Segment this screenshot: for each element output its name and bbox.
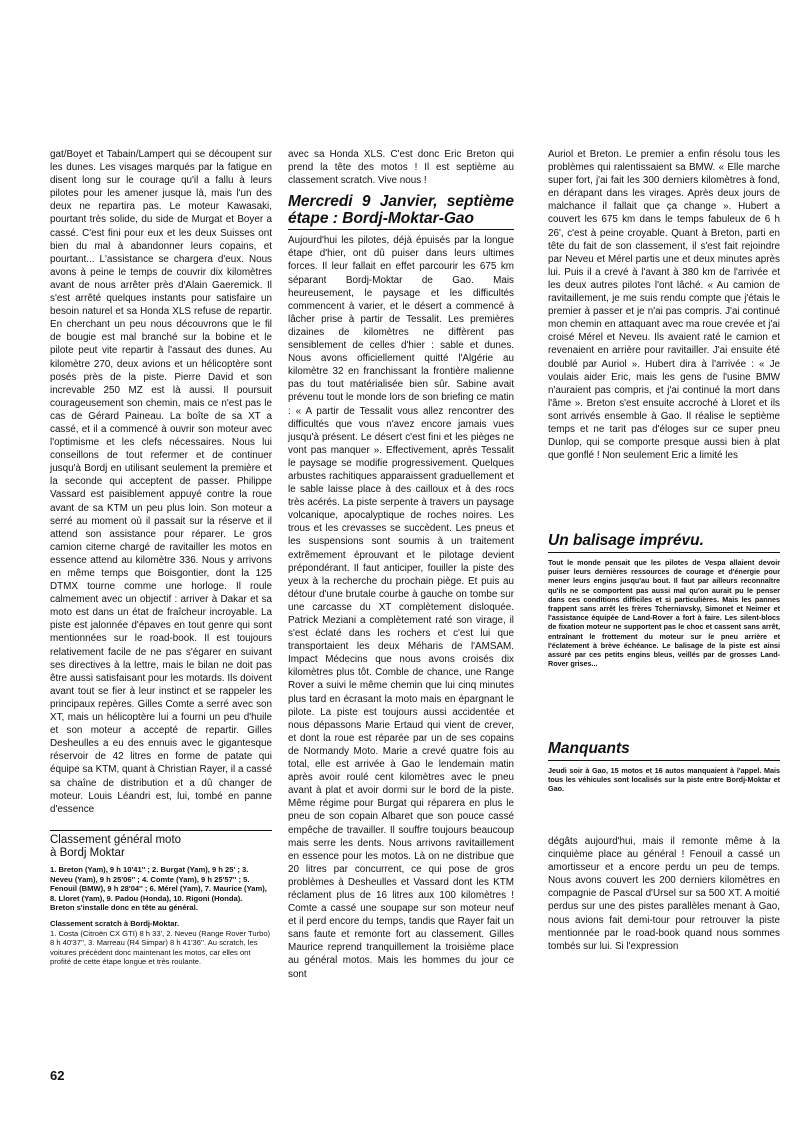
classement-moto-results: 1. Breton (Yam), 9 h 10'41'' ; 2. Burgat (Yam), 9 h 25' ; 3. Neveu (Yam), 9 h 25'06'' ; 4. Comte (Yam), 9 h 25'57'' ; 5. Fenouil (BMW), 9 h 28'04'' ; 6. Mérel (Yam), 7. Maurice (Yam), 8. Lloret (Yam), 9. Padou (Honda), 10. Rigoni (Honda). xyxy=(50,865,267,903)
column-3-top-text: Auriol et Breton. Le premier a enfin résolu tous les problèmes qui ralentissaient sa BMW. « Elle marche super fort, j'ai fait les 300 derniers kilomètres à fond, en dérapant dans les virages. Après deux jours de malchance il fallait que ça change ». Hubert a couvert les 675 km dans le temps fabuleux de 6 h 26', c'est à peine croyable. Quant à Breton, parti en tête du fait de son classement, il s'est fait rejoindre par Neveu et Mérel partis une et deux minutes après lui. Puis il a crevé à l'avant à 380 km de l'arrivée et les deux autres pilotes l'ont lâché. « Au camion de ravitaillement, je me suis rendu compte que j'étais le premier à passer et je n'ai pas compris. J'ai continué mon chemin en attaquant avec ma roue crevée et j'ai croisé Mérel et Neveu. Ils avaient raté le camion et revenaient en arrière pour ravitailler. J'ai ensuite été doublé par Auriol ». Hubert dira à l'arrivée : « Je voulais aider Eric, mais les gens de l'usine BMW n'auraient pas compris, et j'ai continué la mort dans l'âme ». Breton s'est ensuite accroché à Lloret et ils sont arrivés ensemble à Gao. Il réalise le septième temps et ne tarit pas d'éloges sur ce super pneu Dunlop, qui se comporte presque aussi bien à plat que gonflé ! Non seulement Eric a limité les xyxy=(548,149,780,462)
classement-scratch-text: 1. Costa (Citroën CX GTI) 8 h 33', 2. Neveu (Range Rover Turbo) 8 h 40'37'', 3. Marreau (R4 Simpar) 8 h 41'36''. Au scratch, les voitures précèdent donc maintenant les motos, car elles ont profité de cette étape longue et très roulante. xyxy=(50,928,271,967)
column-3-bottom-text: dégâts aujourd'hui, mais il remonte même à la cinquième place au général ! Fenouil a cassé un amortisseur et a encore perdu un peu de temps. Nous avons couvert les 200 derniers kilomètres en compagnie de Pascal d'Ursel sur sa 500 XT. A moitié perdus sur une des pistes parallèles menant à Gao, nous avions fait demi-tour pour retrouver la piste mentionnée par le road-book quand nous sommes tombés sur lui. Si l'expression xyxy=(548,836,780,952)
classement-title-line1: Classement général moto xyxy=(50,834,182,846)
section-heading-mercredi: Mercredi 9 Janvier, septième étape : Bordj-Moktar-Gao xyxy=(288,193,514,230)
balisage-title: Un balisage imprévu. xyxy=(548,532,780,553)
manquants-text: Jeudi soir à Gao, 15 motos et 16 autos manquaient à l'appel. Mais tous les véhicules sont localisés sur la piste entre Bordj-Moktar et Gao. xyxy=(548,766,780,794)
article-column-3-bottom xyxy=(548,835,780,953)
classement-box xyxy=(50,830,272,967)
classement-scratch-title: Classement scratch à Bordj-Moktar. xyxy=(50,918,180,928)
classement-title xyxy=(50,834,272,860)
article-column-3 xyxy=(548,148,780,462)
page-number: 62 xyxy=(50,1068,65,1083)
article-column-2 xyxy=(288,148,514,981)
sidebar-manquants xyxy=(548,740,780,794)
classement-moto-note: Breton s'installe donc en tête au général. xyxy=(50,903,198,913)
balisage-text: Tout le monde pensait que les pilotes de Vespa allaient devoir puiser leurs dernières ressources de courage et d'énergie pour mener leurs engins jusqu'au bout. Il faut par ailleurs reconnaître qu'ils ne se comportent pas aussi mal qu'on aurait pu le penser dans ces conditions difficiles et si particulières. Mais les pannes frappent sans arrêt les frères Tcherniavsky, Simonet et Neimer et l'assistance équipée de Land-Rover a fort à faire. Les silent-blocs de fixation moteur ne supportent pas le choc et cassent sans arrêt, entraînant le frottement du moteur sur le pneu arrière et l'éclatement à brève échéance. Le balisage de la piste est ainsi assuré par ces petits engins bleus, veillés par de grosses Land-Rover grises... xyxy=(548,558,780,669)
sidebar-balisage xyxy=(548,532,780,668)
column-2-body-text: Aujourd'hui les pilotes, déjà épuisés par la longue étape d'hier, ont dû puiser dans leurs ultimes forces. Il leur fallait en effet parcourir les 675 km séparant Bordj-Moktar de Gao. Mais heureusement, le paysage et les difficultés commencent à varier, et le désert a commencé à lâcher prise à partir de Tessalit. Les premières dizaines de kilomètres ne diffèrent pas sensiblement de celles d'hier : sable et dunes. Nous avons officiellement quitté l'Algérie au kilomètre 32 en franchissant la frontière malienne pas du tout matérialisée bien sûr. Sabine avait prévenu tout le monde lors de son briefing ce matin : « A partir de Tessalit vous allez rencontrer des difficultés que vous n'avez encore jamais vues jusqu'à présent. Le désert c'est fini et les pièges ne vont pas manquer ». Effectivement, après Tessalit le paysage se modifie progressivement. Quelques arbustes rachitiques apparaissent graduellement et le sable laisse place à des cailloux et à des rocs très acérés. La piste serpente à travers un paysage volcanique, apocalyptique de roches noires. Les trous et les crevasses se succèdent. Les pneus et les suspensions sont soumis à un traitement extrêmement éprouvant et le pilotage devient prépondérant. Il faut anticiper, fouiller la piste des yeux à la recherche du prochain piège. Et puis au détour d'une brutale courbe à gauche on tombe sur une carcasse du XT complètement disloquée. Patrick Meziani a complètement raté son virage, il s'est éclaté dans les rochers et c'est lui que transportaient les deux Méharis de l'AMSAM. Impact Médecins que nous avons croisés dix kilomètres plus tôt. Comble de chance, une Range Rover a suivi le même chemin que lui cinq minutes plus tard en écrasant la moto mais en épargnant le pilote. La piste est toujours aussi accidentée et nous dépassons Marie Ertaud qui vient de crever, et dont la roue est réparée par un de ses copains de Normandy Moto. Marie a crevé quatre fois au total, elle est arrivée à Gao le lendemain matin après avoir roulé cent kilomètres avec le pneu avant à plat et avoir dormi sur le bord de la piste. Même régime pour Burgat qui réparera en plus le pneu de son copain Albaret que son pouce cassé empêche de travailler. Il souffre toujours beaucoup mais serre les dents. Nous arrivons ravitaillement en essence pour les motos. Là on ne distribue que 20 litres par concurrent, ce qui pose de gros problèmes à Desheulles et Vassard dont les KTM réclament plus de 16 litres aux 100 kilomètres ! Comte a cassé une soupape sur son moteur neuf et il perd encore du temps, tandis que Rayer fait un sans faute et remonte fort au classement. Gilles Maurice reprend tranquillement la troisième place au général motos. Mais les hommes du jour ce sont xyxy=(288,235,514,980)
classement-title-line2: à Bordj Moktar xyxy=(50,847,125,859)
article-column-1 xyxy=(50,148,272,816)
column-1-text: gat/Boyet et Tabain/Lampert qui se découpent sur les dunes. Les visages marqués par la fatigue en disent long sur le courage qu'il a fallu à leurs pilotes pour les amener jusque là, mais l'un des deux ne repartira pas. Le moteur Kawasaki, pourtant très solide, du side de Murgat et Boyer a cassé. C'est fini pour eux et les deux Suisses ont bien du mal à abandonner leurs copains, et pourtant... L'assistance se chargera d'eux. Nous avons à peine le temps de couvrir dix kilomètres avant de nous arrêter près d'Alain Gaeremick. Il s'est arrêté quelques instants pour satisfaire un besoin naturel et sa Honda XLS refuse de repartir. En cherchant un peu nous découvrons que le fil de bougie est mal branché sur la bobine et le pilote peut vite repartir à l'assaut des dunes. Au kilomètre 270, deux avions et un hélicoptère sont posés près de la piste. Pierre David et son increvable 250 MZ est là aussi. Il poursuit courageusement son chemin, mais ce n'est pas le cas de Gérard Paineau. La boîte de sa XT a cassé, et il a commencé à ouvrir son moteur avec l'optimisme et les clefs nécessaires. Nous lui conseillons de tout refermer et de continuer jusqu'à Bordj en utilisant seulement la première et la seconde qui acceptent de passer. Philippe Vassard est paisiblement appuyé contre la roue avant de sa KTM un peu plus loin. Son moteur a serré au moment où il passait sur la réserve et il attend son assistance pour réparer. Le gros camion citerne chargé de ravitailler les motos en essence attend au kilomètre 336. Nous y arrivons en même temps que Boisgontier, dont la 125 DTMX tourne comme une horloge. Il roule calmement avec un objectif : arriver à Dakar et sa moto est dans un état de fraîcheur incroyable. La piste est jalonnée d'épaves en tout genre qui sont mentionnées sur le road-book. Il est toujours relativement facile de ne pas s'égarer en suivant ses directives à la lettre, mais le bilan ne doit pas être aussi satisfaisant pour les motards. Ils doivent avant tout se fier à leur instinct et se rappeler les principaux repères. Gilles Comte a serré avec son XT, mais un hélicoptère lui a fourni un peu d'huile et son moteur a accepté de repartir. Gilles Desheulles a eu des ennuis avec le gigantesque réservoir de 42 litres en forme de patate qui équipe sa KTM, quant à Christian Rayer, il a cassé sa chaîne de distribution et a dû changer de moteur. Louis Léandri est, lui, tombé en panne d'essence xyxy=(50,149,272,815)
classement-moto-text xyxy=(50,865,272,913)
column-2-top-text: avec sa Honda XLS. C'est donc Eric Breton qui prend la tête des motos ! Il est septième au classement scratch. Vive nous ! xyxy=(288,149,514,187)
manquants-title: Manquants xyxy=(548,740,780,761)
classement-scratch xyxy=(50,919,272,967)
